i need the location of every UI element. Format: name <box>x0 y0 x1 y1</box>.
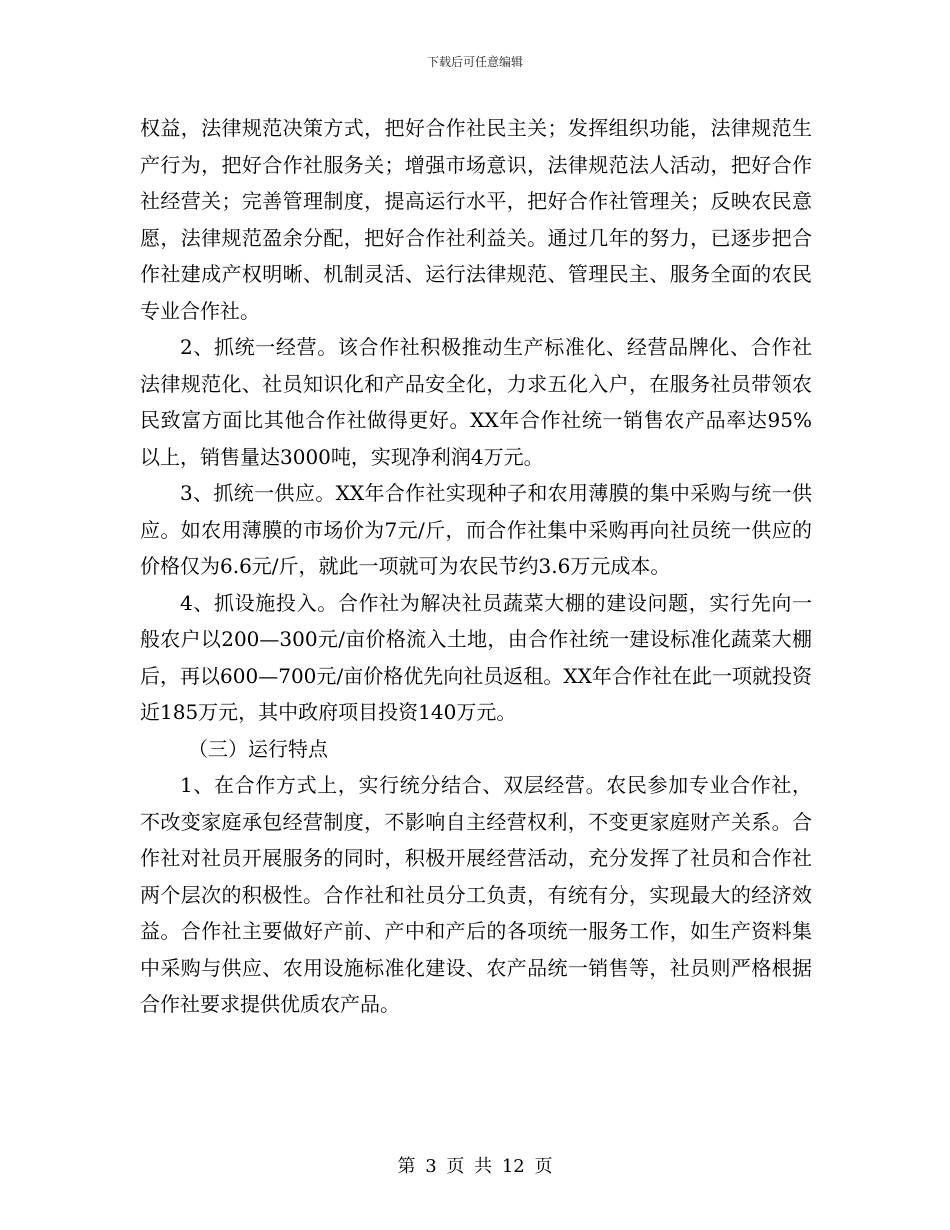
section-heading-operating-features: （三）运行特点 <box>188 736 328 761</box>
page-header: 下载后可任意编辑 <box>426 55 523 69</box>
paragraph-cooperation-mode: 1、在合作方式上，实行统分结合、双层经营。农民参加专业合作社，不改变家庭承包经营制度，不影响自主经营权利，不变更家庭财产关系。合作社对社员开展服务的同时，积极开展经营活动，充分发挥了社员和合作社两个层次的积极性。合作社和社员分工负责，有统有分，实现最大的经济效益。合作社主要做好产前、产中和产后的各项统一服务工作，如生产资料集中采购与供应、农用设施标准化建设、农产品统一销售等，社员则严格根据合作社要求提供优质农产品。 <box>140 773 812 1016</box>
paragraph-continuation: 权益，法律规范决策方式，把好合作社民主关；发挥组织功能，法律规范生产行为，把好合作社服务关；增强市场意识，法律规范法人活动，把好合作社经营关；完善管理制度，提高运行水平，把好合作社管理关；反映农民意愿，法律规范盈余分配，把好合作社利益关。通过几年的努力，已逐步把合作社建成产权明晰、机制灵活、运行法律规范、管理民主、服务全面的农民专业合作社。 <box>140 116 812 323</box>
paragraph-unified-supply: 3、抓统一供应。XX年合作社实现种子和农用薄膜的集中采购与统一供应。如农用薄膜的市场价为7元/斤，而合作社集中采购再向社员统一供应的价格仅为6.6元/斤，就此一项就可为农民节约3.6万元成本。 <box>140 481 812 578</box>
document-body <box>140 110 812 1023</box>
paragraph-unified-operation: 2、抓统一经营。该合作社积极推动生产标准化、经营品牌化、合作社法律规范化、社员知识化和产品安全化，力求五化入户，在服务社员带领农民致富方面比其他合作社做得更好。XX年合作社统一销售农产品率达95%以上，销售量达3000吨，实现净利润4万元。 <box>140 335 812 469</box>
page-number-footer: 第 3 页 共 12 页 <box>397 1156 553 1177</box>
paragraph-facility-investment: 4、抓设施投入。合作社为解决社员蔬菜大棚的建设问题，实行先向一般农户以200—300元/亩价格流入土地，由合作社统一建设标准化蔬菜大棚后，再以600—700元/亩价格优先向社员返租。XX年合作社在此一项就投资近185万元，其中政府项目投资140万元。 <box>140 590 812 724</box>
